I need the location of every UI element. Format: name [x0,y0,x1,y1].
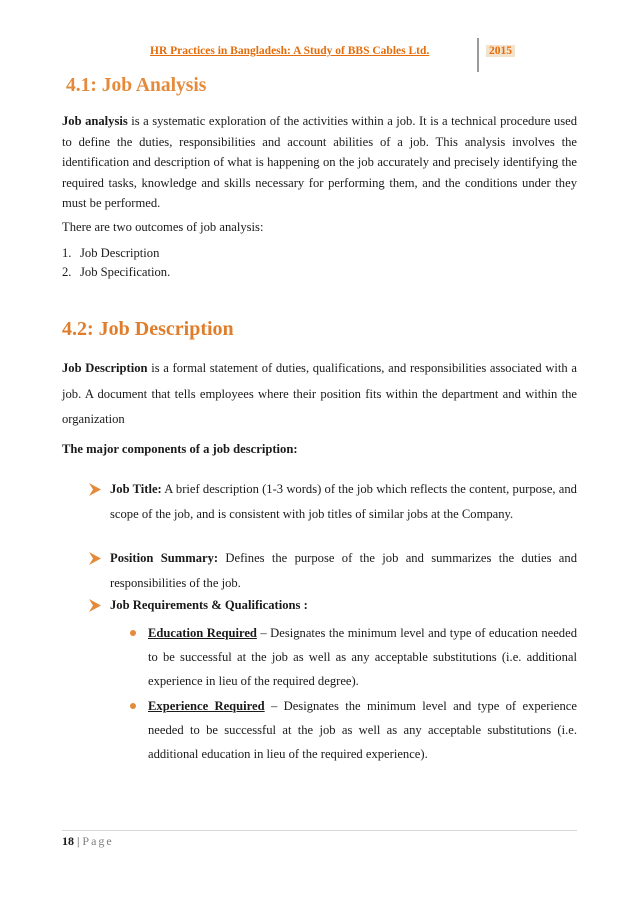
header-separator [477,38,479,72]
page-label: Page [82,834,114,848]
arrow-bullet-icon [88,483,102,496]
component-term: Job Requirements & Qualifications : [110,598,308,612]
component-item-requirements [88,593,577,618]
job-analysis-paragraph [62,111,577,214]
outcomes-list [62,244,170,282]
job-analysis-term: Job analysis [62,114,128,128]
list-item [62,263,170,282]
job-description-paragraph [62,356,577,433]
list-number: 1. [62,246,72,260]
header-title: HR Practices in Bangladesh: A Study of BBS Cables Ltd. [150,45,430,57]
job-description-term: Job Description [62,361,148,375]
requirement-item-education [130,621,577,693]
component-term: Position Summary: [110,551,219,565]
list-item [62,244,170,263]
section-heading-job-analysis: 4.1: Job Analysis [66,75,207,96]
page-footer [62,834,114,849]
component-text: A brief description (1-3 words) of the job which reflects the content, purpose, and scope of the job, and is consistent with job titles of similar jobs at the Company. [110,482,577,521]
requirement-term: Education Required [148,626,257,640]
arrow-bullet-icon [88,552,102,565]
page-number: 18 [62,834,74,848]
requirement-text: – Designates the minimum level and type of education needed to be successful at the job as well as any acceptable substitutions (i.e. additional experience in lieu of the required degree). [148,626,577,688]
list-item-text: Job Specification. [80,265,171,279]
list-item-text: Job Description [80,246,160,260]
component-term: Job Title: [110,482,162,496]
outcomes-intro: There are two outcomes of job analysis: [62,220,264,234]
requirement-text: – Designates the minimum level and type of experience needed to be successful at the job as well as any acceptable substitutions (i.e. additional education in lieu of the required experience). [148,699,577,761]
requirement-term: Experience Required [148,699,265,713]
component-text: Defines the purpose of the job and summarizes the duties and responsibilities of the job. [110,551,577,590]
footer-separator: | [77,834,80,848]
requirement-item-experience [130,694,577,766]
job-analysis-text: is a systematic exploration of the activities within a job. It is a technical procedure used to define the duties, responsibilities and account abilities of a job. This analysis involves the identification and description of what is happening on the job accurately and precisely identifying the required tasks, knowledge and skills necessary for performing them, and the conditions under they must be performed. [62,114,577,210]
header-year: 2015 [486,45,515,57]
round-bullet-icon [130,703,136,709]
running-header [0,38,638,72]
footer-divider [62,830,577,831]
arrow-bullet-icon [88,599,102,612]
list-number: 2. [62,265,72,279]
component-item-position-summary [88,546,577,596]
job-description-text: is a formal statement of duties, qualifications, and responsibilities associated with a job. A document that tells employees where their position fits within the department and within the organization [62,361,577,426]
component-item-job-title [88,477,577,527]
components-heading: The major components of a job description: [62,442,298,456]
round-bullet-icon [130,630,136,636]
section-heading-job-description: 4.2: Job Description [62,318,234,340]
